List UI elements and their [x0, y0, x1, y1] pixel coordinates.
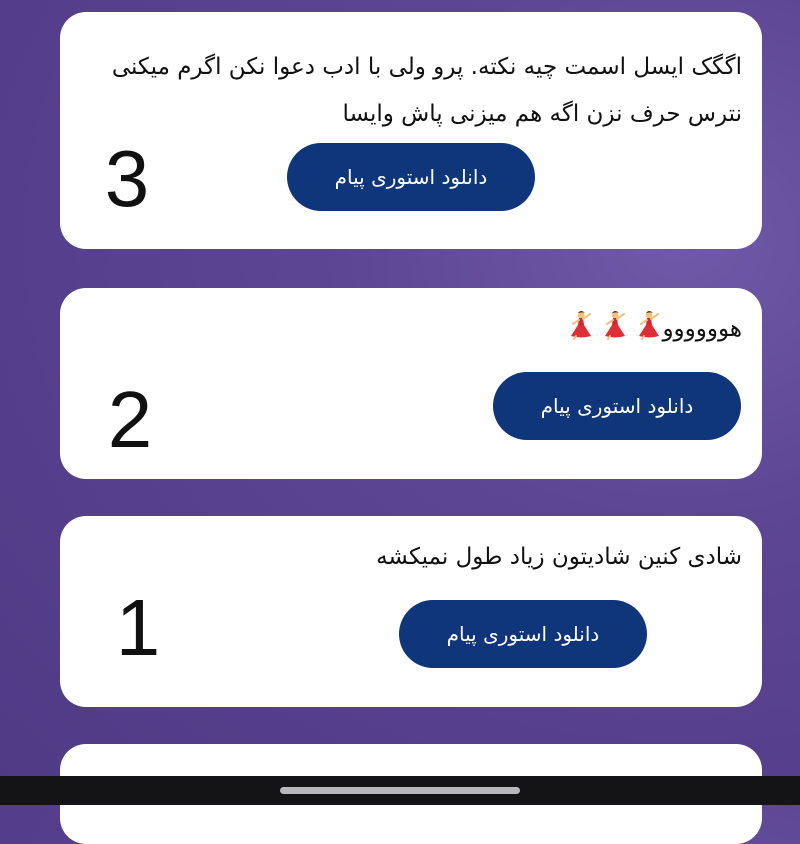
message-text: اگگک ایسل اسمت چیه نکته. پرو ولی با ادب دعوا نکن اگرم میکنی نترس حرف نزن اگه هم میزنی پاش وایسا	[111, 54, 742, 127]
dancer-emoji-icon	[598, 310, 628, 340]
home-gesture-handle[interactable]	[280, 787, 520, 794]
message-text: شادی کنین شادیتون زیاد طول نمیکشه	[376, 544, 742, 570]
message-text	[80, 306, 742, 353]
system-navigation-bar	[0, 776, 800, 805]
message-number: 3	[104, 134, 150, 223]
dancer-emoji-icon	[564, 310, 594, 340]
dancer-emoji-icon	[632, 310, 662, 340]
message-number: 2	[107, 375, 153, 464]
download-story-button[interactable]: دانلود استوری پیام	[493, 372, 741, 440]
download-story-button[interactable]: دانلود استوری پیام	[287, 143, 535, 211]
message-card-1	[60, 516, 762, 707]
message-number: 1	[115, 583, 161, 672]
message-card-3	[60, 12, 762, 249]
message-text-content: هوووووو	[662, 316, 742, 342]
download-story-button[interactable]: دانلود استوری پیام	[399, 600, 647, 668]
message-card-2	[60, 288, 762, 479]
